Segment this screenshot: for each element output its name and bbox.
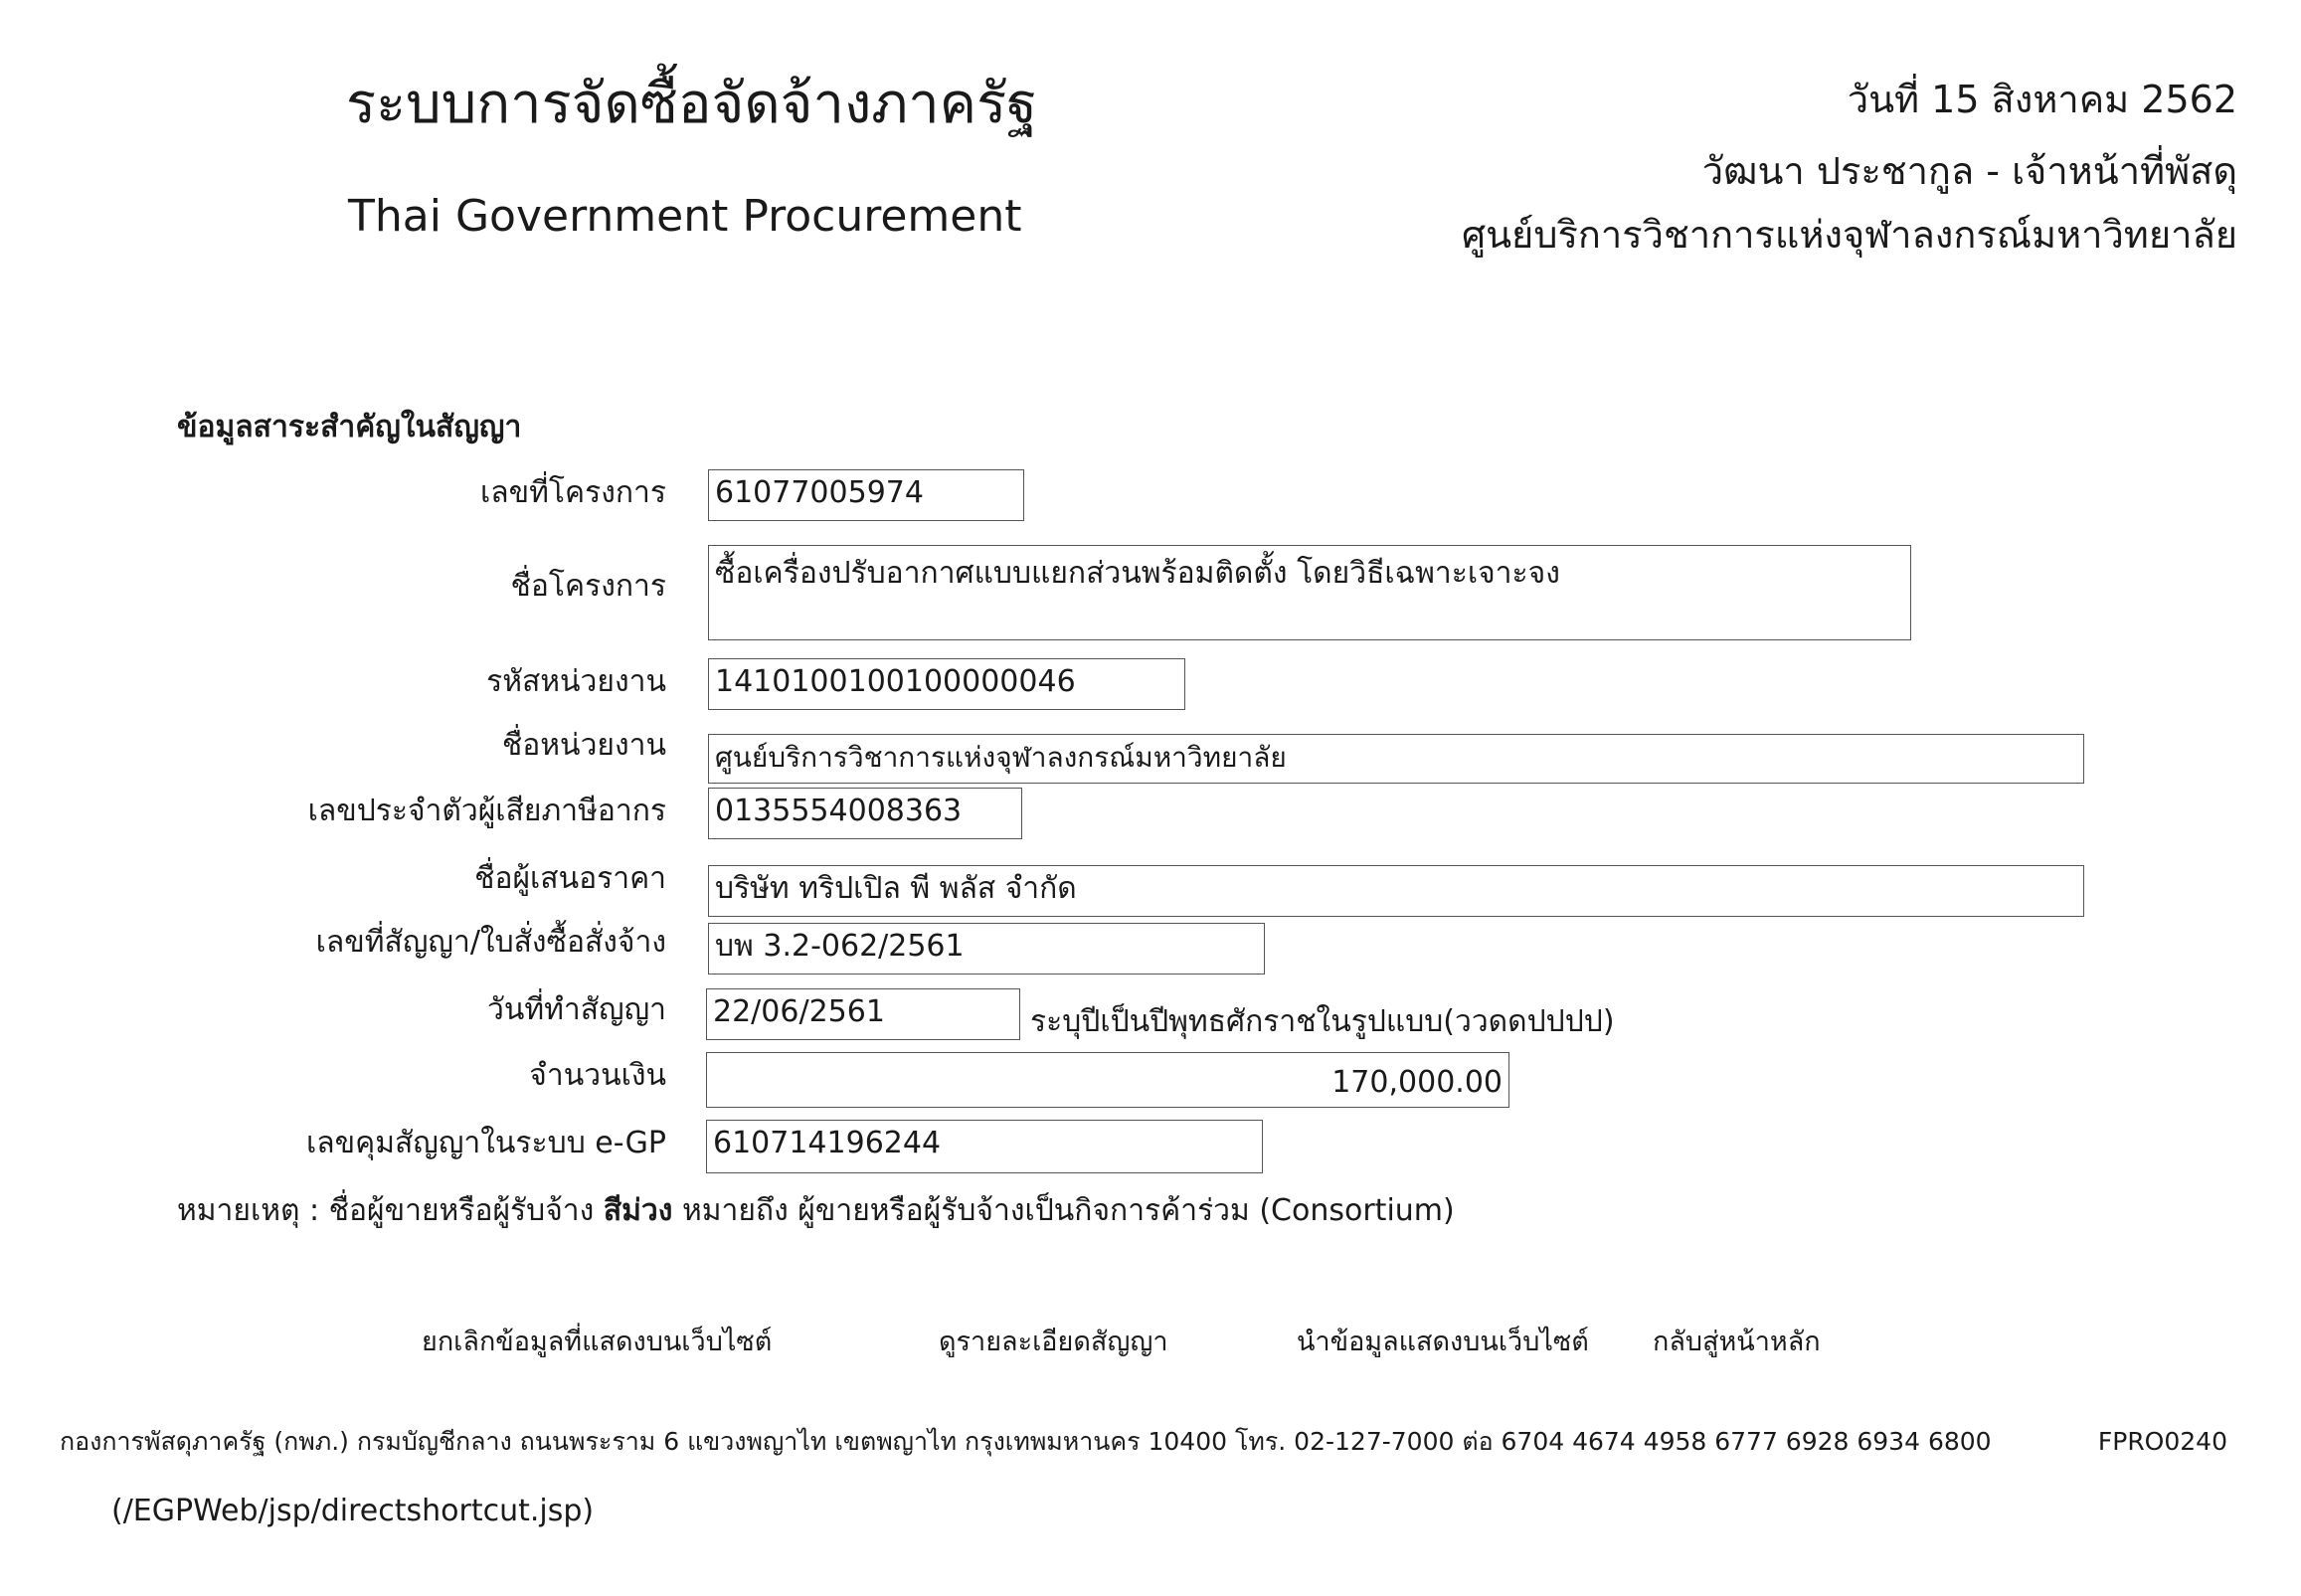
contract-no-label: เลขที่สัญญา/ใบสั่งซื้อสั่งจ้าง <box>315 925 666 960</box>
unit-code-field[interactable]: 1410100100100000046 <box>708 658 1185 710</box>
system-title-en: Thai Government Procurement <box>348 191 1022 242</box>
note-highlight: สีม่วง <box>603 1193 673 1228</box>
header-user: วัฒนา ประชากูล - เจ้าหน้าที่พัสดุ <box>1701 149 2237 193</box>
project-name-field[interactable]: ซื้อเครื่องปรับอากาศแบบแยกส่วนพร้อมติดตั้ง โดยวิธีเฉพาะเจาะจง <box>708 545 1911 640</box>
egp-no-label: เลขคุมสัญญาในระบบ e-GP <box>306 1126 666 1160</box>
project-no-label: เลขที่โครงการ <box>480 475 666 510</box>
header-date: วันที่ 15 สิงหาคม 2562 <box>1847 78 2237 121</box>
contract-no-field[interactable]: บพ 3.2-062/2561 <box>708 923 1265 975</box>
consortium-note <box>177 1191 1455 1231</box>
contract-date-label: วันที่ทำสัญญา <box>486 992 666 1027</box>
project-name-label: ชื่อโครงการ <box>510 569 666 604</box>
publish-to-website-link[interactable]: นำข้อมูลแสดงบนเว็บไซต์ <box>1297 1327 1589 1357</box>
tax-id-label: เลขประจำตัวผู้เสียภาษีอากร <box>307 794 666 828</box>
project-no-field[interactable]: 61077005974 <box>708 469 1024 521</box>
contract-date-field[interactable]: 22/06/2561 <box>706 988 1020 1040</box>
page-code: FPRO0240 <box>2097 1427 2227 1456</box>
view-contract-details-link[interactable]: ดูรายละเอียดสัญญา <box>939 1327 1168 1357</box>
bidder-label: ชื่อผู้เสนอราคา <box>474 861 666 896</box>
cancel-display-link[interactable]: ยกเลิกข้อมูลที่แสดงบนเว็บไซต์ <box>422 1327 773 1357</box>
footer-address: กองการพัสดุภาครัฐ (กพภ.) กรมบัญชีกลาง ถนนพระราม 6 แขวงพญาไท เขตพญาไท กรุงเทพมหานคร 10400 โทร. 02-127-7000 ต่อ 6704 4674 4958 6777 6928 6934 6800 <box>60 1427 1992 1456</box>
page-path: (/EGPWeb/jsp/directshortcut.jsp) <box>111 1494 595 1528</box>
unit-name-field[interactable]: ศูนย์บริการวิชาการแห่งจุฬาลงกรณ์มหาวิทยาลัย <box>708 734 2084 784</box>
tax-id-field[interactable]: 0135554008363 <box>708 788 1022 839</box>
bidder-field[interactable]: บริษัท ทริปเปิล พี พลัส จำกัด <box>708 865 2084 917</box>
amount-field[interactable]: 170,000.00 <box>706 1052 1509 1108</box>
note-suffix: หมายถึง ผู้ขายหรือผู้รับจ้างเป็นกิจการค้าร่วม (Consortium) <box>672 1193 1455 1228</box>
unit-name-label: ชื่อหน่วยงาน <box>501 728 666 763</box>
egp-no-field[interactable]: 610714196244 <box>706 1120 1263 1173</box>
note-prefix: หมายเหตุ : ชื่อผู้ขายหรือผู้รับจ้าง <box>177 1193 604 1228</box>
amount-label: จำนวนเงิน <box>529 1058 666 1093</box>
unit-code-label: รหัสหน่วยงาน <box>486 664 666 699</box>
system-title-th: ระบบการจัดซื้อจัดจ้างภาครัฐ <box>346 72 1038 136</box>
header-organization: ศูนย์บริการวิชาการแห่งจุฬาลงกรณ์มหาวิทยาลัย <box>1461 213 2237 257</box>
contract-date-hint: ระบุปีเป็นปีพุทธศักราชในรูปแบบ(ววดดปปปป) <box>1030 1004 1615 1039</box>
section-title: ข้อมูลสาระสำคัญในสัญญา <box>177 410 522 444</box>
back-to-home-link[interactable]: กลับสู่หน้าหลัก <box>1653 1327 1821 1357</box>
